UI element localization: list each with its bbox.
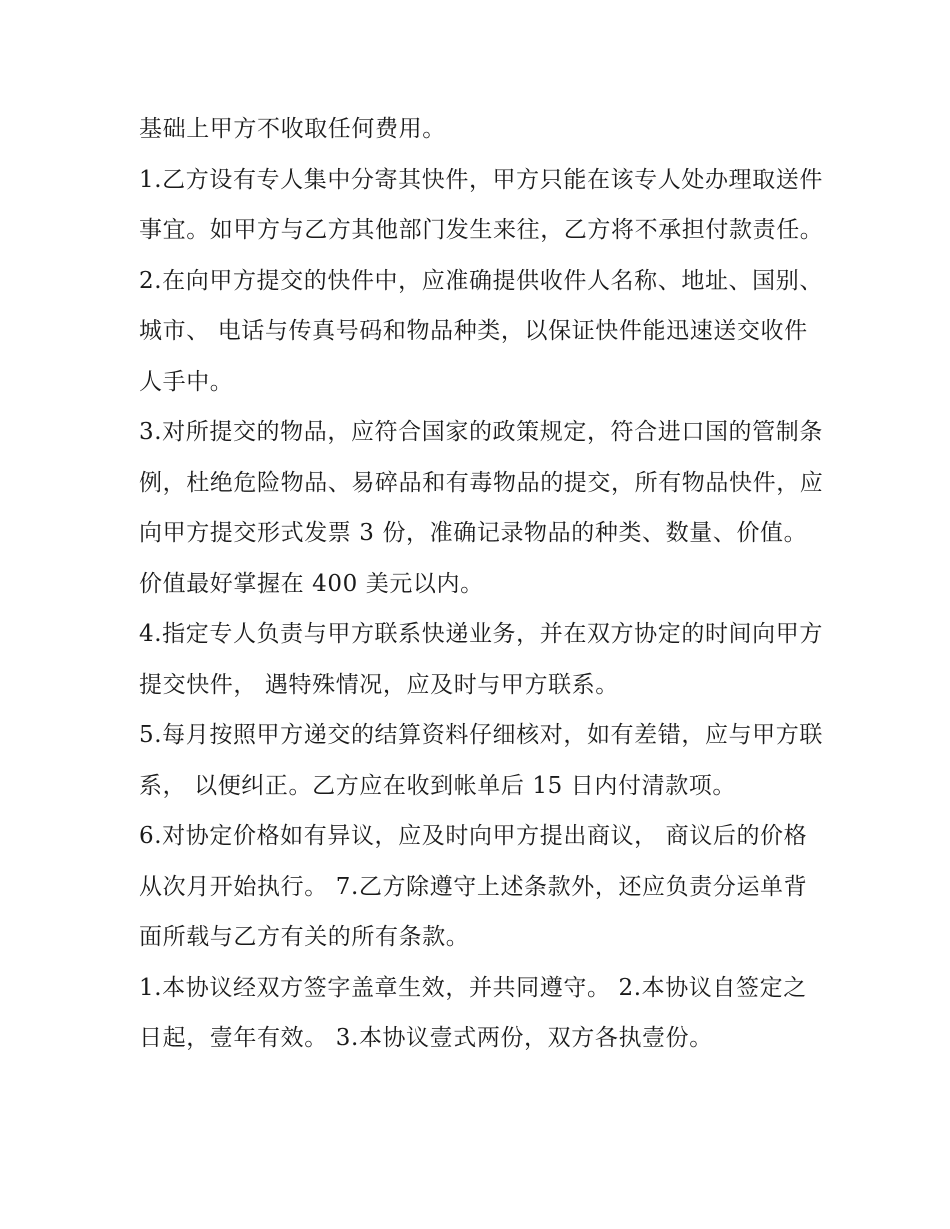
paragraph-clause-1: 1.乙方设有专人集中分寄其快件，甲方只能在该专人处办理取送件事宜。如甲方与乙方其他部门发生来往，乙方将不承担付款责任。: [139, 166, 824, 243]
paragraph-fee-note: 基础上甲方不收取任何费用。: [139, 116, 446, 142]
paragraph-clause-5: 5.每月按照甲方递交的结算资料仔细核对，如有差错，应与甲方联系， 以便纠正。乙方应在收到帐单后 15 日内付清款项。: [139, 722, 823, 799]
paragraph-clause-4: 4.指定专人负责与甲方联系快递业务，并在双方协定的时间向甲方提交快件， 遇特殊情况，应及时与甲方联系。: [139, 621, 823, 698]
paragraph-clause-2: 2.在向甲方提交的快件中，应准确提供收件人名称、地址、国别、城市、 电话与传真号码和物品种类，以保证快件能迅速送交收件人手中。: [139, 267, 823, 395]
paragraph-agreement-terms: 1.本协议经双方签字盖章生效，并共同遵守。 2.本协议自签定之日起，壹年有效。 3.本协议壹式两份，双方各执壹份。: [139, 974, 807, 1051]
paragraph-clause-3: 3.对所提交的物品，应符合国家的政策规定，符合进口国的管制条例，杜绝危险物品、易碎品和有毒物品的提交，所有物品快件，应向甲方提交形式发票 3 份，准确记录物品的种类、数量、价值。价值最好掌握在 400 美元以内。: [139, 419, 824, 597]
document-body: [139, 104, 829, 1064]
paragraph-clause-6-7: 6.对协定价格如有异议，应及时向甲方提出商议， 商议后的价格从次月开始执行。 7.乙方除遵守上述条款外，还应负责分运单背面所载与乙方有关的所有条款。: [139, 823, 808, 950]
